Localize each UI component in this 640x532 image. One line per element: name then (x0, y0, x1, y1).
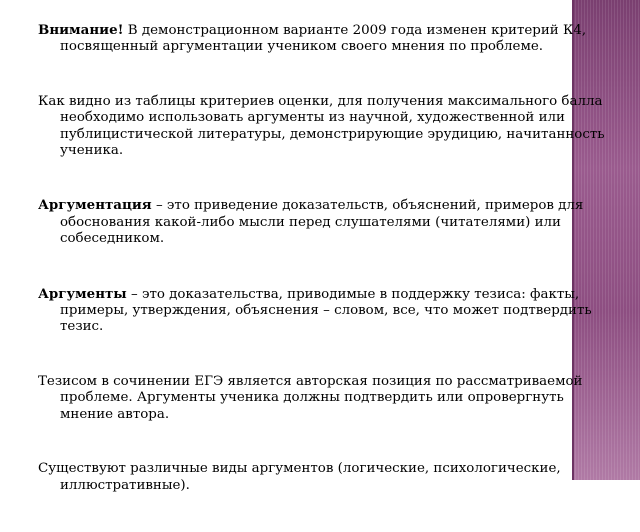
paragraph-argumentation (38, 197, 606, 247)
paragraph-lead: Аргументы (38, 285, 127, 302)
paragraph-argument-types (38, 461, 606, 494)
paragraph-attention (38, 22, 606, 56)
slide-content (38, 22, 606, 532)
paragraph-arguments (38, 286, 606, 336)
paragraph-criteria (38, 94, 606, 160)
paragraph-thesis (38, 374, 606, 423)
paragraph-text: Существуют различные виды аргументов (логические, психологические, иллюстративные). (38, 461, 561, 493)
paragraph-lead: Аргументация (38, 197, 152, 214)
paragraph-text: Как видно из таблицы критериев оценки, для получения максимального балла необходимо использовать аргументы из научной, художественной или публицистической литературы, демонстрирующие эрудицию, начитанность ученика. (38, 93, 605, 159)
paragraph-lead: Внимание! (38, 22, 124, 38)
paragraph-text: – это доказательства, приводимые в поддержку тезиса: факты, примеры, утверждения, объяснения – словом, все, что может подтвердить тезис. (60, 286, 592, 335)
paragraph-text: В демонстрационном варианте 2009 года изменен критерий К4, посвященный аргументации учеником своего мнения по проблеме. (60, 23, 587, 55)
paragraph-text: Тезисом в сочинении ЕГЭ является авторская позиция по рассматриваемой проблеме. Аргументы ученика должны подтвердить или опровергнуть мнение автора. (38, 373, 583, 422)
paragraph-text: – это приведение доказательств, объяснений, примеров для обоснования какой-либо мысли перед слушателями (читателями) или собеседником. (60, 198, 584, 247)
